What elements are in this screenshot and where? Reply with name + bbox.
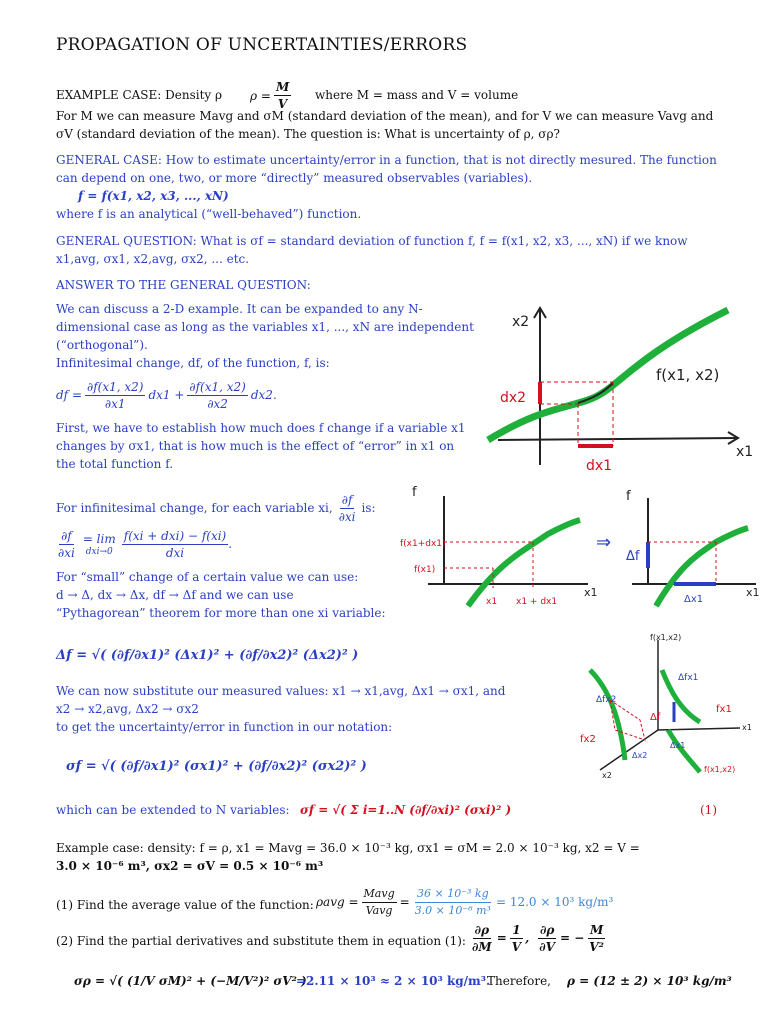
df-frac1-num: ∂f(x1, x2): [87, 379, 144, 394]
limit-lhs-frac: [56, 528, 77, 561]
general-question-line1: GENERAL QUESTION: What is σf = standard deviation of function f, f = f(x1, x2, x3, ..., xN) if we know: [56, 234, 688, 248]
fig4-df-label: Δf: [650, 712, 661, 723]
example-case-line1: Example case: density: f = ρ, x1 = Mavg = 36.0 × 10⁻³ kg, σx1 = σM = 2.0 × 10⁻³ kg, x2 = V =: [56, 841, 640, 855]
limit-equation: [56, 526, 232, 562]
answer-p7: which can be extended to N variables:: [56, 803, 290, 817]
answer-p5-line2: d → Δ, dx → Δx, df → Δf and we can use: [56, 588, 294, 602]
step1-frac2-num: 36 × 10⁻³ kg: [415, 886, 491, 903]
fig3-df-label: Δf: [626, 549, 640, 564]
step2-b-den: V: [511, 939, 522, 954]
fig2-y-label: f: [412, 485, 417, 500]
step2-c-eq: = −: [560, 931, 585, 945]
fig4-curve-left: [590, 670, 625, 760]
step2-c-den: ∂V: [539, 939, 555, 954]
delta-f-equation: Δf = √( (∂f/∂x1)² (Δx1)² + (∂f/∂x2)² (Δx2)² ): [56, 648, 359, 663]
fig1-dx2-label: dx2: [500, 390, 527, 406]
fig3-dx-label: Δx1: [684, 594, 704, 605]
answer-p5-line3: “Pythagorean” theorem for more than one xi variable:: [56, 606, 386, 620]
step2-a-eq: =: [496, 931, 507, 945]
step1-frac1-den: Vavg: [365, 903, 393, 917]
density-formula-lhs: ρ =: [250, 88, 271, 103]
df-frac2-num: ∂f(x1, x2): [189, 379, 246, 394]
step1-frac2-den: 3.0 × 10⁻⁶ m³: [414, 903, 491, 917]
step1-eq: =: [399, 895, 410, 909]
step2-e-den: V²: [589, 939, 604, 954]
step2-frac-a: [470, 922, 494, 955]
fig4-x1-label: x1: [742, 723, 752, 732]
fig3-arrow: ⇒: [596, 532, 612, 553]
fig3-x-label: x1: [746, 586, 760, 599]
general-case-line2: can depend on one, two, or more “directly” measured observables (variables).: [56, 171, 533, 185]
fig4-x2-axis: [600, 730, 658, 770]
general-case-formula: f = f(x1, x2, x3, ..., xN): [78, 189, 229, 203]
fig3-y-label: f: [626, 489, 631, 504]
answer-p5-line1: For “small” change of a certain value we can use:: [56, 570, 359, 584]
limit-op-sub: dxi→0: [85, 547, 113, 557]
answer-p6-line3: to get the uncertainty/error in function in our notation:: [56, 720, 393, 734]
fig4-top-label: f(x1,x2): [650, 633, 682, 642]
example-line2: For M we can measure Mavg and σM (standard deviation of the mean), and for V we can measure Vavg and: [56, 109, 714, 123]
example-case-line2: 3.0 × 10⁻⁶ m³, σx2 = σV = 0.5 × 10⁻⁶ m³: [56, 859, 324, 873]
figure-2-slope: [398, 484, 598, 614]
fig4-fx2-label: fx2: [580, 734, 596, 745]
limit-lhs-num: ∂f: [61, 528, 72, 543]
fig1-x-label: x1: [736, 444, 754, 460]
figure-3-delta: [596, 484, 766, 614]
limit-rhs-num: f(xi + dxi) − f(xi): [123, 528, 227, 543]
step1-lhs: ρavg =: [316, 895, 359, 909]
step2-equation: [470, 918, 606, 958]
step2-c-num: ∂ρ: [539, 922, 555, 937]
limit-rhs-den: dxi: [165, 545, 185, 560]
step2-frac-c: [537, 922, 557, 955]
answer-heading: ANSWER TO THE GENERAL QUESTION:: [56, 278, 311, 292]
sigma-n-equation: σf = √( Σ i=1..N (∂f/∂xi)² (σxi)² ): [300, 803, 512, 817]
step1-frac1-num: Mavg: [362, 886, 397, 903]
density-numerator: M: [275, 80, 290, 94]
df-term1: dx1 +: [148, 388, 185, 402]
answer-p1-line3: (“orthogonal”).: [56, 338, 148, 352]
fig4-fx1-label: fx1: [716, 704, 732, 715]
df-equation: [56, 377, 277, 413]
step1-equation: [316, 882, 613, 922]
fig4-dx2-label: Δx2: [632, 751, 648, 760]
answer-p4-end: is:: [361, 501, 376, 515]
fig4-x2-label: x2: [602, 771, 612, 780]
step1-result: = 12.0 × 10³ kg/m³: [495, 895, 614, 909]
density-denominator: V: [277, 97, 288, 111]
figure-1-contour: [478, 300, 768, 490]
answer-p3-line2: changes by σx1, that is how much is the effect of “error” in x1 on: [56, 439, 455, 453]
df-lhs: df =: [56, 388, 82, 402]
fig4-dfx1-label: Δfx1: [678, 673, 699, 683]
final-answer: ρ = (12 ± 2) × 10³ kg/m³: [567, 974, 732, 988]
answer-p4-frac-den: ∂xi: [338, 509, 356, 524]
fig1-x-axis: [498, 438, 736, 440]
fig1-curve-label: f(x1, x2): [656, 366, 720, 384]
df-term2: dx2.: [250, 388, 277, 402]
step2-comma: ,: [525, 931, 530, 945]
fig1-y-label: x2: [512, 314, 530, 330]
answer-p1-line2: dimensional case as long as the variables x1, ..., xN are independent: [56, 320, 474, 334]
example-where: where M = mass and V = volume: [315, 88, 519, 102]
answer-p1-line1: We can discuss a 2-D example. It can be expanded to any N-: [56, 302, 423, 316]
fig1-dx1-label: dx1: [586, 458, 613, 474]
step2-b-num: 1: [512, 922, 521, 937]
df-frac1: [85, 379, 145, 412]
fig4-corner-label: f(x1,x2): [704, 765, 736, 774]
limit-operator: [83, 531, 116, 557]
limit-rhs-frac: [122, 528, 228, 561]
limit-lhs-den: ∂xi: [58, 545, 75, 560]
fig2-ytick-bot: f(x1): [414, 565, 436, 575]
answer-p3-line1: First, we have to establish how much does f change if a variable x1: [56, 421, 466, 435]
limit-op-text: = lim: [82, 532, 116, 546]
fig4-dx1-label: Δx1: [670, 741, 686, 750]
example-line3: σV (standard deviation of the mean). The question is: What is uncertainty of ρ, σρ?: [56, 127, 560, 141]
final-result: =2.11 × 10³ ≈ 2 × 10³ kg/m³.: [296, 974, 491, 988]
step2-a-num: ∂ρ: [474, 922, 490, 937]
answer-p4-frac: [337, 492, 358, 525]
limit-end: .: [228, 537, 233, 551]
general-question-line2: x1,avg, σx1, x2,avg, σx2, ... etc.: [56, 252, 250, 266]
answer-p4: [56, 490, 376, 526]
answer-p4-text: For infinitesimal change, for each variable xi,: [56, 501, 333, 515]
example-intro: EXAMPLE CASE: Density ρ: [56, 88, 223, 102]
answer-p2: Infinitesimal change, df, of the function, f, is:: [56, 356, 330, 370]
df-frac1-den: ∂x1: [104, 396, 126, 411]
step2-text: (2) Find the partial derivatives and substitute them in equation (1):: [56, 934, 466, 948]
step1-frac2: [413, 886, 493, 919]
step2-a-den: ∂M: [472, 939, 492, 954]
answer-p6-line1: We can now substitute our measured values: x1 → x1,avg, Δx1 → σx1, and: [56, 684, 506, 698]
final-therefore: Therefore,: [487, 974, 551, 988]
fig2-curve: [468, 520, 580, 606]
general-case-line3: where f is an analytical (“well-behaved”) function.: [56, 207, 362, 221]
figure-4-surface: [570, 630, 766, 780]
fig2-xtick-left: x1: [486, 597, 498, 607]
answer-p4-frac-num: ∂f: [341, 492, 353, 507]
answer-p3-line3: the total function f.: [56, 457, 174, 471]
fig2-xtick-right: x1 + dx1: [516, 597, 558, 607]
step2-frac-e: [587, 922, 606, 955]
fig4-curve-bottom: [668, 730, 700, 772]
step2-e-num: M: [589, 922, 604, 937]
general-case-line1: GENERAL CASE: How to estimate uncertainty/error in a function, that is not directly mesured. The function: [56, 153, 717, 167]
fig2-x-label: x1: [584, 586, 598, 599]
equation-number: (1): [700, 803, 717, 817]
fig4-dfx2-label: Δfx2: [596, 695, 617, 705]
fig2-ytick-top: f(x1+dx1): [400, 539, 446, 549]
sigma-f-equation: σf = √( (∂f/∂x1)² (σx1)² + (∂f/∂x2)² (σx2)² ): [66, 759, 367, 774]
final-equation: σρ = √( (1/V σM)² + (−M/V²)² σV² ): [74, 974, 307, 988]
df-frac2-den: ∂x2: [207, 396, 228, 411]
df-frac2: [187, 379, 247, 412]
page-title: PROPAGATION OF UNCERTAINTIES/ERRORS: [56, 35, 468, 55]
step1-frac1: [362, 886, 397, 919]
answer-p6-line2: x2 → x2,avg, Δx2 → σx2: [56, 702, 199, 716]
step2-frac-b: [510, 922, 523, 955]
step1-text: (1) Find the average value of the function:: [56, 898, 314, 912]
